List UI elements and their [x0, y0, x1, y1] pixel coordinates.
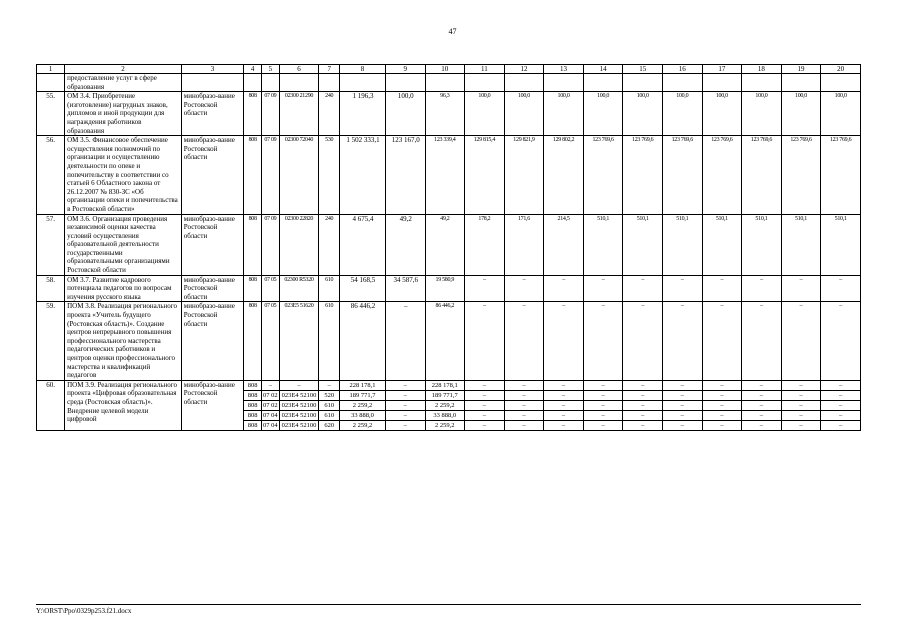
amount-cell: 100,0 — [504, 92, 544, 136]
sub-value: – — [839, 421, 843, 429]
sub-value: – — [280, 381, 319, 391]
sub-value: 023E4 52100 — [281, 401, 317, 409]
sub-value: – — [663, 381, 702, 391]
amount-cell: 123 769,6 — [821, 136, 861, 214]
sub-value: – — [544, 400, 583, 410]
col-header: 3 — [181, 65, 244, 74]
target-article-cell: 02300 R5320 — [279, 275, 319, 302]
amount-cell: 510,1 — [821, 214, 861, 275]
grbs-code-cell: 808 — [244, 214, 262, 275]
amount-cell: – — [583, 275, 623, 302]
amount-cell — [340, 380, 386, 430]
sub-value: 808 — [244, 390, 261, 400]
expense-type-cell: 240 — [319, 92, 340, 136]
sub-value: – — [505, 410, 544, 420]
sub-value: 228 178,1 — [340, 381, 385, 391]
amount-cell: 123 769,6 — [781, 136, 821, 214]
sub-value: 2 259,2 — [426, 400, 465, 410]
table-row — [37, 136, 861, 214]
section-code-cell: 07 05 — [262, 302, 280, 380]
sub-value: – — [505, 381, 544, 391]
sub-value: – — [782, 400, 821, 410]
executor-cell: минобразо-вание Ростовской области — [181, 275, 244, 302]
amount-cell: 96,3 — [425, 92, 465, 136]
sub-value: 07 02 — [263, 401, 278, 409]
amount-cell: 49,2 — [385, 214, 425, 275]
sub-value: – — [821, 381, 860, 391]
sub-value: – — [703, 381, 742, 391]
col-header: 19 — [781, 65, 821, 74]
activity-name-cell: ПОМ 3.8. Реализация регионального проекта «Учитель будущего (Ростовская область)». Создание центров непрерывного повышения профессионального мастерства педагогических работников и центров оценки профессионального мастерства и квалификаций педагогов — [65, 302, 182, 380]
activity-name-cell: ОМ 3.6. Организация проведения независимой оценки качества условий осуществления образовательной деятельности государственными образовательными организациями Ростовской области — [65, 214, 182, 275]
activity-name-cell: ОМ 3.4. Приобретение (изготовление) нагрудных знаков, дипломов и иной продукции для награждения работников образования — [65, 92, 182, 136]
executor-cell: минобразо-вание Ростовской области — [181, 92, 244, 136]
sub-value: 023E4 52100 — [281, 391, 317, 399]
amount-cell: – — [623, 275, 663, 302]
sub-value: 2 259,2 — [435, 421, 455, 429]
col-header: 6 — [279, 65, 319, 74]
amount-cell: 54 168,5 — [340, 275, 386, 302]
sub-value: 808 — [244, 381, 261, 391]
amount-cell — [781, 380, 821, 430]
amount-cell: – — [465, 275, 505, 302]
amount-cell: 86 446,2 — [425, 302, 465, 380]
section-code-cell: 07 05 — [262, 275, 280, 302]
sub-value: – — [544, 390, 583, 400]
target-article-cell — [279, 380, 319, 430]
sub-value: 07 04 — [263, 411, 278, 419]
amount-cell: – — [662, 302, 702, 380]
amount-cell: – — [504, 275, 544, 302]
sub-value: – — [623, 390, 662, 400]
amount-cell: 510,1 — [742, 214, 782, 275]
amount-cell: 1 196,3 — [340, 92, 386, 136]
sub-value: 023E4 52100 — [281, 411, 317, 419]
row-number-cell — [37, 74, 65, 92]
amount-cell: 510,1 — [702, 214, 742, 275]
row-number-cell: 59. — [37, 302, 65, 380]
col-header: 10 — [425, 65, 465, 74]
sub-value: – — [522, 421, 526, 429]
sub-value: – — [742, 410, 781, 420]
sub-value: – — [623, 410, 662, 420]
sub-value: – — [821, 390, 860, 400]
col-header: 11 — [465, 65, 505, 74]
amount-cell — [583, 380, 623, 430]
sub-value: – — [663, 410, 702, 420]
sub-value: – — [561, 421, 566, 429]
amount-cell: 123 167,0 — [385, 136, 425, 214]
col-header: 20 — [821, 65, 861, 74]
row-number-cell: 55. — [37, 92, 65, 136]
amount-cell: 178,2 — [465, 214, 505, 275]
activity-name-cell: предоставление услуг в сфере образования — [65, 74, 182, 92]
amount-cell: 100,0 — [702, 92, 742, 136]
sub-value: – — [403, 421, 407, 429]
sub-value: 610 — [319, 410, 339, 420]
col-header: 9 — [385, 65, 425, 74]
sub-value: 610 — [319, 400, 339, 410]
table-row — [37, 92, 861, 136]
row-number-cell: 56. — [37, 136, 65, 214]
amount-cell — [465, 380, 505, 430]
amount-cell: 510,1 — [623, 214, 663, 275]
expense-type-cell: 240 — [319, 214, 340, 275]
sub-value: – — [641, 421, 645, 429]
grbs-code-cell: 808 — [244, 136, 262, 214]
sub-value: – — [663, 400, 702, 410]
file-path-footer: Y:\ORST\Ppo\0329p253.f21.docx — [36, 607, 132, 615]
amount-cell: 129 821,9 — [504, 136, 544, 214]
amount-cell — [385, 380, 425, 430]
sub-value: – — [465, 400, 504, 410]
sub-value: – — [742, 390, 781, 400]
sub-value: 520 — [319, 390, 339, 400]
col-header: 14 — [583, 65, 623, 74]
sub-value: – — [703, 400, 742, 410]
col-header: 1 — [37, 65, 65, 74]
table-row — [37, 302, 861, 380]
amount-cell: 510,1 — [583, 214, 623, 275]
executor-cell: минобразо-вание Ростовской области — [181, 136, 244, 214]
sub-value: 189 771,7 — [426, 390, 465, 400]
col-header: 13 — [544, 65, 584, 74]
amount-cell — [544, 380, 584, 430]
sub-value: – — [544, 381, 583, 391]
sub-value: – — [742, 381, 781, 391]
amount-cell: 510,1 — [781, 214, 821, 275]
sub-value: – — [544, 410, 583, 420]
sub-value: – — [386, 390, 425, 400]
sub-value: – — [505, 400, 544, 410]
amount-cell: 34 587,6 — [385, 275, 425, 302]
amount-cell: – — [544, 275, 584, 302]
sub-value: 023E4 52100 — [281, 421, 317, 429]
amount-cell — [662, 380, 702, 430]
sub-value: – — [584, 410, 623, 420]
sub-value: – — [623, 381, 662, 391]
amount-cell: – — [821, 302, 861, 380]
sub-value: 07 02 — [263, 391, 278, 399]
amount-cell: 123 769,6 — [662, 136, 702, 214]
amount-cell: 100,0 — [662, 92, 702, 136]
column-number-row — [37, 65, 861, 74]
grbs-code-cell: 808 — [244, 275, 262, 302]
sub-value: – — [465, 410, 504, 420]
amount-cell: – — [702, 275, 742, 302]
activity-name-cell: ОМ 3.7. Развитие кадрового потенциала педагогов по вопросам изучения русского языка — [65, 275, 182, 302]
section-code-cell — [262, 380, 280, 430]
section-code-cell: 07 09 — [262, 92, 280, 136]
amount-cell: – — [781, 275, 821, 302]
sub-value: 808 — [244, 410, 261, 420]
sub-value: – — [386, 400, 425, 410]
amount-cell: – — [781, 302, 821, 380]
activity-name-cell: ПОМ 3.9. Реализация регионального проекта «Цифровая образовательная среда (Ростовская область)». Внедрение целевой модели цифровой — [65, 380, 182, 430]
sub-value: 620 — [324, 421, 335, 429]
grbs-code-cell — [244, 380, 262, 430]
sub-value: – — [821, 400, 860, 410]
amount-cell: 100,0 — [821, 92, 861, 136]
sub-value: – — [799, 421, 803, 429]
amount-cell: 100,0 — [544, 92, 584, 136]
program-table — [36, 64, 861, 431]
amount-cell — [623, 380, 663, 430]
expense-type-cell — [319, 380, 340, 430]
table-row — [37, 275, 861, 302]
activity-name-cell: ОМ 3.5. Финансовое обеспечение осуществления полномочий по организации и осуществлению деятельности по опеке и попечительству в соответствии со статьей 6 Областного закона от 26.12.2007 № 830-ЗС «Об организации опеки и попечительства в Ростовской области» — [65, 136, 182, 214]
amount-cell — [821, 380, 861, 430]
sub-value: 33 888,0 — [426, 410, 465, 420]
amount-cell — [702, 380, 742, 430]
col-header: 17 — [702, 65, 742, 74]
amount-cell: 510,1 — [662, 214, 702, 275]
continuation-row — [37, 74, 861, 92]
sub-value: – — [703, 410, 742, 420]
sub-value: – — [465, 390, 504, 400]
executor-cell: минобразо-вание Ростовской области — [181, 380, 244, 430]
sub-value: – — [601, 421, 605, 429]
col-header: 18 — [742, 65, 782, 74]
target-article-cell: 02300 22820 — [279, 214, 319, 275]
executor-cell — [181, 74, 244, 92]
table-row — [37, 380, 861, 430]
amount-cell: 86 446,2 — [340, 302, 386, 380]
target-article-cell: 023E5 51620 — [279, 302, 319, 380]
expense-type-cell: 530 — [319, 136, 340, 214]
sub-value: – — [465, 381, 504, 391]
table-body — [37, 92, 861, 431]
amount-cell: – — [385, 302, 425, 380]
grbs-code-cell: 808 — [244, 92, 262, 136]
col-header: 2 — [65, 65, 182, 74]
executor-cell: минобразо-вание Ростовской области — [181, 214, 244, 275]
amount-cell: 123 769,6 — [623, 136, 663, 214]
amount-cell: – — [702, 302, 742, 380]
amount-cell: 123 769,6 — [702, 136, 742, 214]
sub-value: – — [584, 390, 623, 400]
sub-value: – — [262, 381, 279, 391]
amount-cell: – — [742, 275, 782, 302]
amount-cell: 49,2 — [425, 214, 465, 275]
amount-cell: 100,0 — [583, 92, 623, 136]
target-article-cell: 02300 72040 — [279, 136, 319, 214]
grbs-code-cell: 808 — [244, 302, 262, 380]
amount-cell — [425, 380, 465, 430]
sub-value: – — [663, 390, 702, 400]
amount-cell: 100,0 — [465, 92, 505, 136]
sub-value: – — [584, 400, 623, 410]
amount-cell: 129 815,4 — [465, 136, 505, 214]
amount-cell: – — [544, 302, 584, 380]
amount-cell: 123 339,4 — [425, 136, 465, 214]
amount-cell: 123 769,6 — [742, 136, 782, 214]
sub-value: 189 771,7 — [340, 390, 385, 400]
amount-cell: 100,0 — [742, 92, 782, 136]
amount-cell: 100,0 — [781, 92, 821, 136]
sub-value: – — [759, 421, 764, 429]
sub-value: – — [703, 390, 742, 400]
sub-value: 07 04 — [263, 421, 278, 429]
amount-cell: – — [821, 275, 861, 302]
sub-value: – — [782, 381, 821, 391]
sub-value: – — [319, 381, 339, 391]
page-number: 47 — [448, 27, 457, 36]
amount-cell: – — [742, 302, 782, 380]
sub-value: – — [623, 400, 662, 410]
amount-cell: – — [583, 302, 623, 380]
sub-value: – — [782, 390, 821, 400]
col-header: 4 — [244, 65, 262, 74]
amount-cell: 129 802,2 — [544, 136, 584, 214]
sub-value: – — [482, 421, 486, 429]
amount-cell: 1 502 333,1 — [340, 136, 386, 214]
footer-divider — [36, 604, 861, 605]
col-header: 12 — [504, 65, 544, 74]
amount-cell: 100,0 — [385, 92, 425, 136]
section-code-cell: 07 09 — [262, 214, 280, 275]
col-header: 16 — [662, 65, 702, 74]
sub-value: – — [720, 421, 724, 429]
sub-value: – — [386, 381, 425, 391]
sub-value: 2 259,2 — [340, 400, 385, 410]
sub-value: – — [680, 421, 684, 429]
row-number-cell: 58. — [37, 275, 65, 302]
amount-cell: 214,5 — [544, 214, 584, 275]
sub-value: 33 888,0 — [340, 410, 385, 420]
table-row — [37, 214, 861, 275]
col-header: 8 — [340, 65, 386, 74]
sub-value: – — [386, 410, 425, 420]
amount-cell: – — [465, 302, 505, 380]
sub-value: – — [584, 381, 623, 391]
row-number-cell: 60. — [37, 380, 65, 430]
amount-cell: 171,6 — [504, 214, 544, 275]
sub-value: 808 — [247, 421, 258, 429]
amount-cell: 123 769,6 — [583, 136, 623, 214]
col-header: 7 — [319, 65, 340, 74]
sub-value: 808 — [244, 400, 261, 410]
col-header: 5 — [262, 65, 280, 74]
amount-cell: – — [504, 302, 544, 380]
section-code-cell: 07 09 — [262, 136, 280, 214]
amount-cell — [742, 380, 782, 430]
sub-value: 228 178,1 — [426, 381, 465, 391]
amount-cell: 19 580,9 — [425, 275, 465, 302]
amount-cell: – — [623, 302, 663, 380]
executor-cell: минобразо-вание Ростовской области — [181, 302, 244, 380]
target-article-cell: 02300 21290 — [279, 92, 319, 136]
row-number-cell: 57. — [37, 214, 65, 275]
amount-cell: 4 675,4 — [340, 214, 386, 275]
sub-value: 2 259,2 — [352, 421, 373, 429]
amount-cell — [504, 380, 544, 430]
sub-value: – — [821, 410, 860, 420]
amount-cell: – — [662, 275, 702, 302]
col-header: 15 — [623, 65, 663, 74]
sub-value: – — [505, 390, 544, 400]
expense-type-cell: 610 — [319, 302, 340, 380]
expense-type-cell: 610 — [319, 275, 340, 302]
amount-cell: 100,0 — [623, 92, 663, 136]
sub-value: – — [742, 400, 781, 410]
sub-value: – — [782, 410, 821, 420]
